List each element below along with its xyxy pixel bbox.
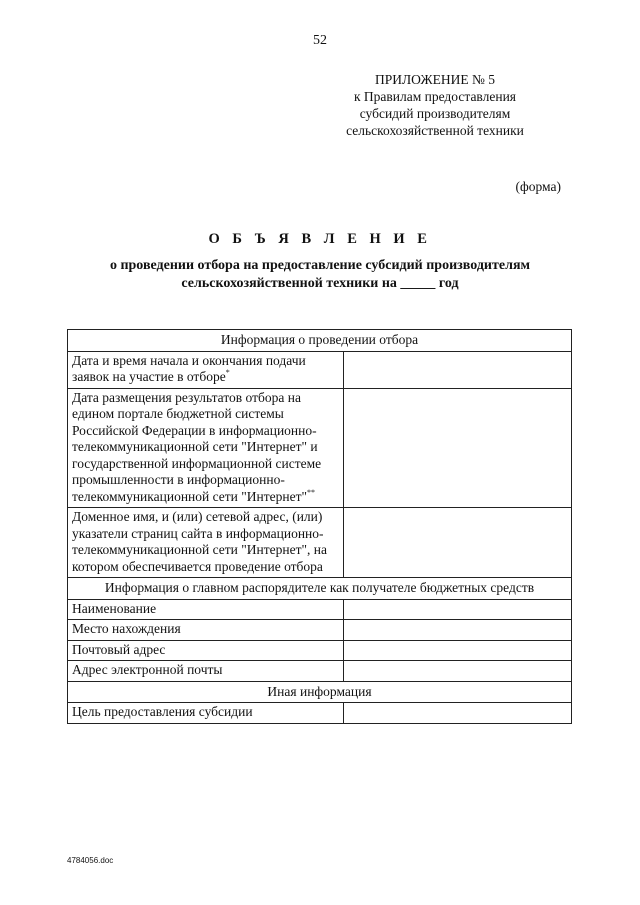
cell-value[interactable]: [344, 703, 572, 724]
announcement-table: [67, 329, 572, 724]
row-label-results-date: Дата размещения результатов отбора на едином портале бюджетной системы Российской Федерации в информационно-телекоммуникационной сети "Интернет" и государственной информационной системе промышленности в информационно-телекоммуникационной сети "Интернет": [72, 389, 322, 504]
section-header-selection-info: Информация о проведении отбора: [68, 330, 572, 352]
table-row: [68, 388, 572, 508]
form-label: (форма): [515, 179, 561, 194]
footer-file-code: 4784056.doc: [67, 856, 114, 865]
document-subtitle: [40, 257, 600, 293]
subtitle-line-2: сельскохозяйственной техники на _____ год: [181, 276, 459, 291]
appendix-line-4: сельскохозяйственной техники: [346, 123, 524, 138]
row-label-domain-name: Доменное имя, и (или) сетевой адрес, (или) указатели страниц сайта в информационно-телекоммуникационной сети "Интернет", на котором обеспечивается проведение отбора: [68, 508, 344, 578]
cell-label: [68, 351, 344, 388]
subtitle-line-1: о проведении отбора на предоставление субсидий производителям: [109, 258, 531, 273]
row-label-email: Адрес электронной почты: [68, 661, 344, 682]
table-section-header: [68, 681, 572, 703]
table-row: [68, 703, 572, 724]
appendix-line-1: ПРИЛОЖЕНИЕ № 5: [374, 72, 496, 87]
document-title: О Б Ъ Я В Л Е Н И Е: [208, 231, 432, 247]
cell-value[interactable]: [344, 661, 572, 682]
section-header-other-info: Иная информация: [68, 681, 572, 703]
section-header-budget-manager: Информация о главном распорядителе как получателе бюджетных средств: [68, 578, 572, 600]
table-row: [68, 351, 572, 388]
table-row: [68, 508, 572, 578]
cell-value[interactable]: [344, 620, 572, 641]
row-label-application-dates: Дата и время начала и окончания подачи заявок на участие в отборе: [72, 352, 306, 384]
table-section-header: [68, 330, 572, 352]
appendix-block: [300, 71, 570, 139]
appendix-line-3: субсидий производителям: [359, 106, 511, 121]
table-section-header: [68, 578, 572, 600]
cell-value[interactable]: [344, 599, 572, 620]
table-row: [68, 661, 572, 682]
page-number: 52: [313, 33, 327, 48]
appendix-line-2: к Правилам предоставления: [353, 89, 517, 104]
row-label-subsidy-purpose: Цель предоставления субсидии: [68, 703, 344, 724]
row-label-name: Наименование: [68, 599, 344, 620]
cell-value[interactable]: [344, 388, 572, 508]
table-row: [68, 620, 572, 641]
cell-value[interactable]: [344, 640, 572, 661]
table-row: [68, 599, 572, 620]
table-row: [68, 640, 572, 661]
row-label-postal-address: Почтовый адрес: [68, 640, 344, 661]
footnote-mark: **: [307, 487, 316, 497]
cell-value[interactable]: [344, 508, 572, 578]
cell-value[interactable]: [344, 351, 572, 388]
cell-label: [68, 388, 344, 508]
row-label-location: Место нахождения: [68, 620, 344, 641]
footnote-mark: *: [225, 368, 230, 377]
